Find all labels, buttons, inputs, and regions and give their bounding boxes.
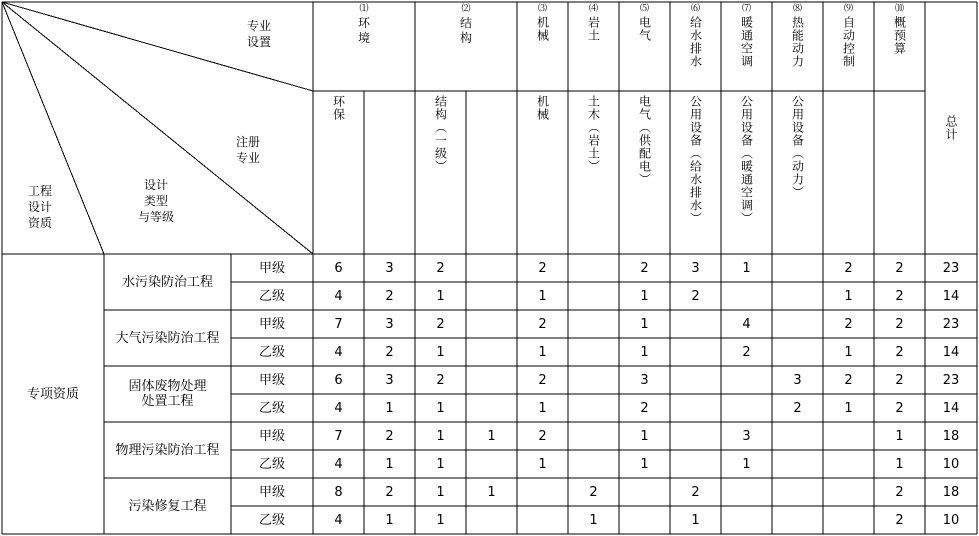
value-cell: 2 <box>385 484 394 500</box>
group-header-stack <box>358 4 370 46</box>
value-cell: 1 <box>844 344 853 360</box>
value-cell: 2 <box>895 260 904 276</box>
value-cell <box>466 366 517 394</box>
value-cell: 8 <box>334 484 343 500</box>
qualification-type-cell: 专项资质 <box>26 386 79 402</box>
value-cell: 2 <box>538 260 547 276</box>
value-cell <box>772 254 823 282</box>
value-cell: 1 <box>436 288 445 304</box>
registered-specialty-header <box>619 95 670 250</box>
group-number: ⑻ <box>792 4 802 14</box>
value-cell: 1 <box>640 344 649 360</box>
group-label: 机械 <box>535 16 550 42</box>
group-number: ⑽ <box>894 4 904 14</box>
corner-label-design-type: 设计 类型 与等级 <box>138 178 175 224</box>
value-cell: 2 <box>385 288 394 304</box>
value-cell: 2 <box>436 316 445 332</box>
total-cell: 18 <box>942 428 960 444</box>
registered-specialty-label: 电气（供配电） <box>637 95 652 186</box>
project-name-cell: 大气污染防治工程 <box>115 330 220 346</box>
value-cell: 2 <box>895 288 904 304</box>
value-cell: 2 <box>436 260 445 276</box>
value-cell: 2 <box>385 344 394 360</box>
value-cell <box>466 310 517 338</box>
value-cell: 1 <box>385 512 394 528</box>
value-cell <box>466 254 517 282</box>
registered-specialty-header <box>415 95 466 250</box>
value-cell: 1 <box>640 316 649 332</box>
value-cell <box>772 310 823 338</box>
value-cell <box>517 478 568 506</box>
value-cell: 2 <box>895 344 904 360</box>
value-cell: 2 <box>538 372 547 388</box>
registered-specialty-label: 公用设备（动力） <box>790 95 805 199</box>
group-header-stack <box>894 4 906 55</box>
value-cell: 2 <box>538 316 547 332</box>
group-header <box>823 4 874 91</box>
project-name-cell: 水污染防治工程 <box>121 274 213 290</box>
registered-specialty-header <box>364 95 415 250</box>
value-cell: 3 <box>385 260 394 276</box>
value-cell: 3 <box>742 428 751 444</box>
group-header <box>313 4 415 91</box>
value-cell: 4 <box>742 316 751 332</box>
value-cell: 1 <box>844 400 853 416</box>
total-cell: 14 <box>942 288 960 304</box>
value-cell: 6 <box>334 260 343 276</box>
registered-specialty-label: 机械 <box>535 95 550 121</box>
group-number: ⑸ <box>639 4 649 14</box>
value-cell <box>670 338 721 366</box>
total-cell: 23 <box>942 260 960 276</box>
group-header <box>619 4 670 91</box>
value-cell: 2 <box>538 428 547 444</box>
corner-label-qualification: 工程 设计 资质 <box>28 184 53 230</box>
value-cell: 1 <box>487 484 496 500</box>
value-cell: 1 <box>895 456 904 472</box>
group-label: 概预算 <box>892 16 907 55</box>
value-cell: 1 <box>436 428 445 444</box>
corner-label-specialty-setting: 专业 设置 <box>247 19 272 49</box>
value-cell: 1 <box>538 288 547 304</box>
value-cell: 1 <box>487 428 496 444</box>
project-name-cell: 固体废物处理 处置工程 <box>128 379 207 409</box>
value-cell <box>568 310 619 338</box>
value-cell: 2 <box>895 484 904 500</box>
project-name-cell: 污染修复工程 <box>128 498 207 514</box>
group-label: 电气 <box>637 16 652 42</box>
value-cell: 2 <box>640 260 649 276</box>
group-number: ⑷ <box>588 4 598 14</box>
value-cell: 1 <box>895 428 904 444</box>
grade-cell: 乙级 <box>258 400 285 416</box>
registered-specialty-label: 土木（岩土） <box>586 95 601 173</box>
value-cell: 1 <box>436 344 445 360</box>
value-cell: 1 <box>385 456 394 472</box>
group-number: ⑼ <box>843 4 853 14</box>
registered-specialty-label: 环保 <box>331 95 346 121</box>
grade-cell: 乙级 <box>258 344 285 360</box>
value-cell: 2 <box>844 372 853 388</box>
group-header-stack <box>792 4 804 68</box>
group-header-stack <box>588 4 600 42</box>
value-cell <box>823 422 874 450</box>
registered-specialty-header <box>313 95 364 250</box>
value-cell: 2 <box>844 316 853 332</box>
value-cell <box>823 506 874 534</box>
value-cell: 1 <box>742 260 751 276</box>
group-header <box>517 4 568 91</box>
value-cell <box>466 506 517 534</box>
group-label: 热能动力 <box>790 16 805 68</box>
project-name-cell: 物理污染防治工程 <box>115 442 220 458</box>
value-cell <box>670 310 721 338</box>
value-cell <box>823 478 874 506</box>
value-cell: 2 <box>691 484 700 500</box>
total-cell: 18 <box>942 484 960 500</box>
value-cell: 3 <box>385 316 394 332</box>
value-cell <box>772 450 823 478</box>
value-cell: 3 <box>640 372 649 388</box>
group-header-stack <box>690 4 702 68</box>
value-cell: 1 <box>538 400 547 416</box>
value-cell: 2 <box>895 372 904 388</box>
registered-specialty-header <box>568 95 619 250</box>
value-cell: 3 <box>385 372 394 388</box>
group-label: 岩土 <box>586 16 601 42</box>
registered-specialty-header <box>772 95 823 250</box>
value-cell: 3 <box>793 372 802 388</box>
group-header-stack <box>460 4 472 46</box>
group-header <box>721 4 772 91</box>
registered-specialty-label: 公用设备（暖通空调） <box>739 95 754 225</box>
group-label: 环 境 <box>357 16 370 45</box>
value-cell: 1 <box>385 400 394 416</box>
value-cell: 4 <box>334 288 343 304</box>
value-cell: 6 <box>334 372 343 388</box>
registered-specialty-header <box>466 95 517 250</box>
value-cell <box>568 282 619 310</box>
group-label: 暖通空调 <box>739 16 754 68</box>
value-cell: 2 <box>895 316 904 332</box>
value-cell: 1 <box>538 456 547 472</box>
value-cell: 1 <box>640 428 649 444</box>
value-cell <box>823 450 874 478</box>
grade-cell: 乙级 <box>258 288 285 304</box>
value-cell: 1 <box>640 288 649 304</box>
grade-cell: 甲级 <box>258 260 285 276</box>
value-cell <box>670 366 721 394</box>
registered-specialty-header <box>823 95 874 250</box>
value-cell: 4 <box>334 456 343 472</box>
value-cell <box>466 338 517 366</box>
value-cell <box>568 422 619 450</box>
value-cell: 1 <box>691 512 700 528</box>
value-cell <box>517 506 568 534</box>
value-cell <box>568 450 619 478</box>
value-cell <box>619 506 670 534</box>
value-cell: 1 <box>538 344 547 360</box>
value-cell <box>670 422 721 450</box>
total-header <box>925 6 977 250</box>
total-cell: 14 <box>942 400 960 416</box>
value-cell <box>772 338 823 366</box>
value-cell <box>772 422 823 450</box>
registered-specialty-label: 结构（一级） <box>433 95 448 173</box>
value-cell: 1 <box>436 484 445 500</box>
value-cell <box>721 506 772 534</box>
group-header-stack <box>741 4 753 68</box>
group-header <box>772 4 823 91</box>
value-cell: 2 <box>742 344 751 360</box>
total-cell: 23 <box>942 372 960 388</box>
group-header <box>415 4 517 91</box>
value-cell <box>568 254 619 282</box>
value-cell <box>568 394 619 422</box>
group-label: 结 构 <box>459 16 472 45</box>
total-cell: 10 <box>942 512 960 528</box>
grade-cell: 甲级 <box>258 484 285 500</box>
registered-specialty-header <box>721 95 772 250</box>
value-cell: 2 <box>895 512 904 528</box>
group-label: 给水排水 <box>688 16 703 68</box>
value-cell <box>721 282 772 310</box>
value-cell: 1 <box>589 512 598 528</box>
value-cell: 4 <box>334 512 343 528</box>
total-cell: 23 <box>942 316 960 332</box>
value-cell: 1 <box>640 456 649 472</box>
value-cell: 1 <box>436 400 445 416</box>
value-cell <box>670 394 721 422</box>
grade-cell: 甲级 <box>258 316 285 332</box>
grade-cell: 乙级 <box>258 512 285 528</box>
value-cell: 2 <box>844 260 853 276</box>
value-cell <box>466 394 517 422</box>
value-cell: 7 <box>334 428 343 444</box>
value-cell: 1 <box>742 456 751 472</box>
value-cell <box>619 478 670 506</box>
group-number: ⑹ <box>690 4 700 14</box>
registered-specialty-label: 公用设备（给水排水） <box>688 95 703 225</box>
value-cell: 2 <box>895 400 904 416</box>
value-cell <box>772 282 823 310</box>
value-cell <box>466 282 517 310</box>
group-number: ⑶ <box>537 4 547 14</box>
registered-specialty-header <box>517 95 568 250</box>
value-cell: 2 <box>436 372 445 388</box>
group-header-stack <box>639 4 651 42</box>
corner-diagonal <box>2 2 104 254</box>
total-cell: 14 <box>942 344 960 360</box>
value-cell: 2 <box>793 400 802 416</box>
group-label: 自动控制 <box>841 16 856 68</box>
value-cell: 4 <box>334 344 343 360</box>
value-cell: 2 <box>640 400 649 416</box>
value-cell <box>568 338 619 366</box>
value-cell <box>721 478 772 506</box>
grade-cell: 甲级 <box>258 428 285 444</box>
value-cell: 1 <box>436 512 445 528</box>
total-label: 总计 <box>944 115 958 141</box>
value-cell: 1 <box>844 288 853 304</box>
value-cell: 2 <box>589 484 598 500</box>
value-cell <box>721 366 772 394</box>
value-cell: 4 <box>334 400 343 416</box>
value-cell: 2 <box>691 288 700 304</box>
value-cell <box>772 506 823 534</box>
group-header-stack <box>537 4 549 42</box>
value-cell: 7 <box>334 316 343 332</box>
registered-specialty-header <box>670 95 721 250</box>
group-header <box>874 4 925 91</box>
value-cell <box>670 450 721 478</box>
grade-cell: 乙级 <box>258 456 285 472</box>
grade-cell: 甲级 <box>258 372 285 388</box>
value-cell: 1 <box>436 456 445 472</box>
total-cell: 10 <box>942 456 960 472</box>
value-cell <box>721 394 772 422</box>
group-number: ⑺ <box>741 4 751 14</box>
value-cell <box>466 450 517 478</box>
value-cell <box>568 366 619 394</box>
group-number: ⑵ <box>461 4 471 14</box>
corner-label-registered-specialty: 注册 专业 <box>236 135 261 165</box>
group-header <box>670 4 721 91</box>
value-cell: 3 <box>691 260 700 276</box>
group-header <box>568 4 619 91</box>
registered-specialty-header <box>874 95 925 250</box>
value-cell <box>772 478 823 506</box>
group-number: ⑴ <box>359 4 369 14</box>
value-cell: 2 <box>385 428 394 444</box>
group-header-stack <box>843 4 855 68</box>
